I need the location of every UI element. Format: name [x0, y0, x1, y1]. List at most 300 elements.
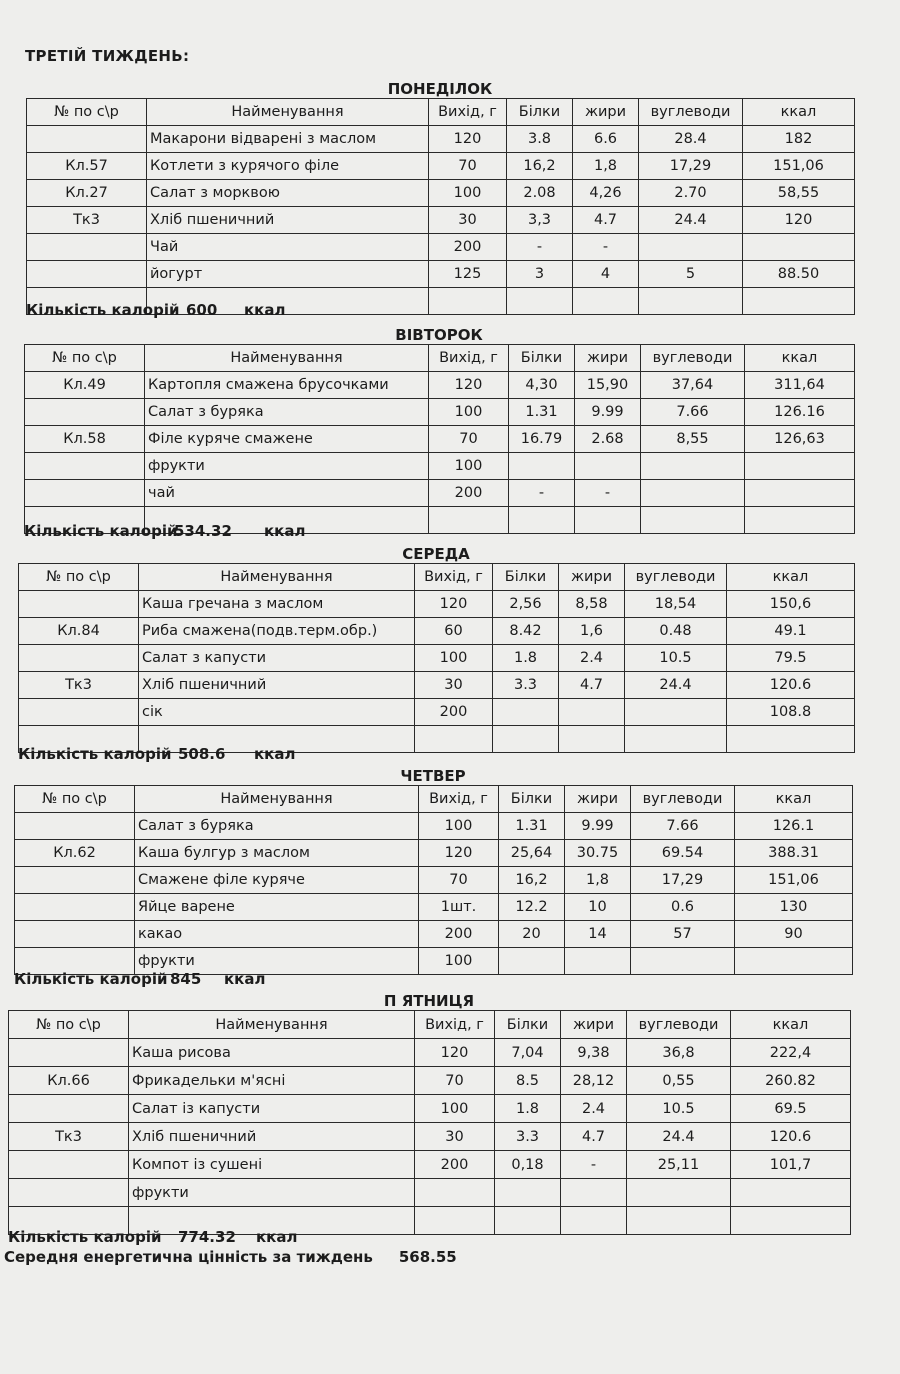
dish-name: Салат з морквою — [147, 180, 429, 207]
fat-value: 4.7 — [573, 207, 639, 234]
carbs-value — [639, 234, 743, 261]
kcal-header: ккал — [735, 786, 853, 813]
output-header: Вихід, г — [429, 99, 507, 126]
calories-unit: ккал — [224, 970, 266, 988]
table-row — [19, 645, 855, 672]
portion-weight: 120 — [415, 1039, 495, 1067]
protein-value: 0,18 — [495, 1151, 561, 1179]
protein-value: 3.3 — [495, 1123, 561, 1151]
fat-value: 14 — [565, 921, 631, 948]
protein-value: 1.8 — [493, 645, 559, 672]
portion-weight: 200 — [415, 1151, 495, 1179]
recipe-code: Кл.57 — [27, 153, 147, 180]
fat-value: - — [573, 234, 639, 261]
portion-weight: 100 — [419, 813, 499, 840]
kcal-value: 120 — [743, 207, 855, 234]
portion-weight — [429, 288, 507, 315]
carbs-value: 28.4 — [639, 126, 743, 153]
dish-name: Салат з капусти — [139, 645, 415, 672]
fat-value — [561, 1179, 627, 1207]
protein-value: 16,2 — [499, 867, 565, 894]
table-row — [27, 153, 855, 180]
name-header: Найменування — [135, 786, 419, 813]
table-row — [27, 180, 855, 207]
carbs-header: вуглеводи — [641, 345, 745, 372]
dish-name: Каша рисова — [129, 1039, 415, 1067]
portion-weight: 120 — [429, 372, 509, 399]
dish-name: Салат з буряка — [135, 813, 419, 840]
recipe-code — [9, 1039, 129, 1067]
portion-weight: 100 — [429, 180, 507, 207]
fat-value: 8,58 — [559, 591, 625, 618]
recipe-code: Кл.66 — [9, 1067, 129, 1095]
table-header-row — [27, 99, 855, 126]
protein-value — [499, 948, 565, 975]
protein-value — [509, 453, 575, 480]
dish-name: Яйце варене — [135, 894, 419, 921]
recipe-code — [19, 645, 139, 672]
protein-value: 3.3 — [493, 672, 559, 699]
protein-value: 1.8 — [495, 1095, 561, 1123]
day-block — [18, 545, 854, 753]
kcal-value: 126,63 — [745, 426, 855, 453]
kcal-value: 126.16 — [745, 399, 855, 426]
kcal-value: 150,6 — [727, 591, 855, 618]
dish-name: Смажене філе куряче — [135, 867, 419, 894]
portion-weight: 120 — [429, 126, 507, 153]
carbs-header: вуглеводи — [625, 564, 727, 591]
fat-value: 9.99 — [575, 399, 641, 426]
protein-header: Білки — [509, 345, 575, 372]
num-header: № по с\р — [19, 564, 139, 591]
protein-value: 25,64 — [499, 840, 565, 867]
carbs-value: 36,8 — [627, 1039, 731, 1067]
portion-weight — [429, 507, 509, 534]
protein-header: Білки — [499, 786, 565, 813]
calories-label: Кількість калорій — [18, 745, 172, 763]
kcal-header: ккал — [743, 99, 855, 126]
table-row — [27, 234, 855, 261]
dish-name: фрукти — [129, 1179, 415, 1207]
name-header: Найменування — [145, 345, 429, 372]
dish-name: Каша гречана з маслом — [139, 591, 415, 618]
portion-weight: 70 — [415, 1067, 495, 1095]
portion-weight — [415, 726, 493, 753]
kcal-value: 126.1 — [735, 813, 853, 840]
dish-name: фрукти — [135, 948, 419, 975]
menu-table — [8, 1010, 851, 1235]
fat-header: жири — [565, 786, 631, 813]
dish-name: Котлети з курячого філе — [147, 153, 429, 180]
fat-value: 4 — [573, 261, 639, 288]
kcal-value — [735, 948, 853, 975]
day-name: П ЯТНИЦЯ — [383, 992, 475, 1010]
table-row — [19, 591, 855, 618]
dish-name: Хліб пшеничний — [147, 207, 429, 234]
table-row — [25, 453, 855, 480]
kcal-value — [731, 1179, 851, 1207]
carbs-value: 7.66 — [631, 813, 735, 840]
portion-weight: 100 — [419, 948, 499, 975]
carbs-value: 25,11 — [627, 1151, 731, 1179]
protein-value: 8.42 — [493, 618, 559, 645]
fat-value: 9,38 — [561, 1039, 627, 1067]
table-row — [15, 813, 853, 840]
fat-value: 1,8 — [573, 153, 639, 180]
table-row — [9, 1123, 851, 1151]
protein-value — [495, 1179, 561, 1207]
fat-header: жири — [559, 564, 625, 591]
recipe-code — [27, 126, 147, 153]
dish-name: Компот із сушені — [129, 1151, 415, 1179]
calories-label: Кількість калорій — [8, 1228, 162, 1246]
protein-value — [507, 288, 573, 315]
table-row — [25, 399, 855, 426]
recipe-code — [27, 234, 147, 261]
carbs-value: 8,55 — [641, 426, 745, 453]
table-row — [15, 894, 853, 921]
dish-name: Макарони відварені з маслом — [147, 126, 429, 153]
protein-value: 16.79 — [509, 426, 575, 453]
average-value: 568.55 — [398, 1248, 457, 1266]
table-header-row — [9, 1011, 851, 1039]
protein-value: 2.08 — [507, 180, 573, 207]
dish-name: Фрикадельки м'ясні — [129, 1067, 415, 1095]
protein-value — [493, 699, 559, 726]
recipe-code: Тк3 — [9, 1123, 129, 1151]
protein-value: 3,3 — [507, 207, 573, 234]
table-row — [19, 618, 855, 645]
recipe-code — [25, 399, 145, 426]
table-row — [27, 126, 855, 153]
kcal-value: 69.5 — [731, 1095, 851, 1123]
portion-weight: 70 — [429, 426, 509, 453]
carbs-value: 17,29 — [631, 867, 735, 894]
dish-name: фрукти — [145, 453, 429, 480]
carbs-value — [641, 480, 745, 507]
fat-header: жири — [573, 99, 639, 126]
table-row — [9, 1095, 851, 1123]
table-row — [15, 840, 853, 867]
kcal-value: 108.8 — [727, 699, 855, 726]
fat-value: 10 — [565, 894, 631, 921]
calories-unit: ккал — [264, 522, 306, 540]
dish-name: сік — [139, 699, 415, 726]
protein-value: 1.31 — [509, 399, 575, 426]
portion-weight: 30 — [415, 672, 493, 699]
fat-value: 6.6 — [573, 126, 639, 153]
kcal-value — [743, 234, 855, 261]
portion-weight: 1шт. — [419, 894, 499, 921]
protein-value: 12.2 — [499, 894, 565, 921]
fat-value: 4.7 — [561, 1123, 627, 1151]
table-row — [9, 1179, 851, 1207]
weekly-average — [4, 1248, 457, 1266]
recipe-code — [15, 894, 135, 921]
dish-name: Картопля смажена брусочками — [145, 372, 429, 399]
dish-name: Риба смажена(подв.терм.обр.) — [139, 618, 415, 645]
fat-value: - — [575, 480, 641, 507]
calories-label: Кількість калорій — [24, 522, 178, 540]
dish-name: Філе куряче смажене — [145, 426, 429, 453]
kcal-value: 260.82 — [731, 1067, 851, 1095]
fat-value — [573, 288, 639, 315]
carbs-header: вуглеводи — [639, 99, 743, 126]
kcal-value — [745, 507, 855, 534]
recipe-code — [19, 591, 139, 618]
fat-value: 9.99 — [565, 813, 631, 840]
portion-weight: 30 — [429, 207, 507, 234]
carbs-value: 0.48 — [625, 618, 727, 645]
num-header: № по с\р — [15, 786, 135, 813]
recipe-code — [27, 261, 147, 288]
calories-unit: ккал — [256, 1228, 298, 1246]
fat-value: 4,26 — [573, 180, 639, 207]
carbs-value — [625, 726, 727, 753]
portion-weight: 100 — [429, 399, 509, 426]
table-header-row — [19, 564, 855, 591]
recipe-code — [25, 480, 145, 507]
carbs-value — [641, 453, 745, 480]
kcal-value — [745, 480, 855, 507]
kcal-value: 182 — [743, 126, 855, 153]
calories-value: 508.6 — [178, 745, 226, 763]
calories-value: 534.32 — [174, 522, 232, 540]
name-header: Найменування — [129, 1011, 415, 1039]
recipe-code — [15, 813, 135, 840]
carbs-value — [639, 288, 743, 315]
protein-value: - — [507, 234, 573, 261]
fat-value — [559, 726, 625, 753]
day-name: ЧЕТВЕР — [400, 767, 466, 785]
menu-table — [24, 344, 855, 534]
recipe-code — [15, 867, 135, 894]
fat-value: 2.4 — [561, 1095, 627, 1123]
dish-name: йогурт — [147, 261, 429, 288]
fat-value: 1,8 — [565, 867, 631, 894]
recipe-code — [9, 1151, 129, 1179]
recipe-code: Кл.58 — [25, 426, 145, 453]
carbs-value — [627, 1179, 731, 1207]
table-row — [19, 699, 855, 726]
day-block — [8, 992, 850, 1235]
carbs-value: 5 — [639, 261, 743, 288]
protein-value: 4,30 — [509, 372, 575, 399]
kcal-value: 58,55 — [743, 180, 855, 207]
portion-weight: 200 — [419, 921, 499, 948]
day-block — [26, 80, 854, 315]
kcal-value — [731, 1207, 851, 1235]
protein-value: 20 — [499, 921, 565, 948]
day-block — [24, 326, 854, 534]
recipe-code: Кл.62 — [15, 840, 135, 867]
fat-value — [565, 948, 631, 975]
menu-table — [26, 98, 855, 315]
recipe-code — [9, 1179, 129, 1207]
carbs-value: 24.4 — [627, 1123, 731, 1151]
day-name: ВІВТОРОК — [395, 326, 483, 344]
table-row — [9, 1039, 851, 1067]
table-header-row — [15, 786, 853, 813]
carbs-value: 24.4 — [639, 207, 743, 234]
portion-weight: 120 — [415, 591, 493, 618]
portion-weight: 30 — [415, 1123, 495, 1151]
kcal-value: 49.1 — [727, 618, 855, 645]
fat-header: жири — [561, 1011, 627, 1039]
protein-value — [493, 726, 559, 753]
carbs-header: вуглеводи — [627, 1011, 731, 1039]
carbs-value: 0.6 — [631, 894, 735, 921]
dish-name: Каша булгур з маслом — [135, 840, 419, 867]
carbs-value: 18,54 — [625, 591, 727, 618]
calories-label: Кількість калорій — [14, 970, 168, 988]
protein-value: - — [509, 480, 575, 507]
output-header: Вихід, г — [415, 1011, 495, 1039]
table-row — [9, 1067, 851, 1095]
dish-name: Хліб пшеничний — [129, 1123, 415, 1151]
fat-value: 2.68 — [575, 426, 641, 453]
kcal-value: 101,7 — [731, 1151, 851, 1179]
protein-value: 8.5 — [495, 1067, 561, 1095]
portion-weight — [415, 1179, 495, 1207]
day-name: ПОНЕДІЛОК — [387, 80, 493, 98]
kcal-header: ккал — [727, 564, 855, 591]
protein-value — [495, 1207, 561, 1235]
recipe-code: Тк3 — [27, 207, 147, 234]
carbs-value: 24.4 — [625, 672, 727, 699]
carbs-value: 10.5 — [627, 1095, 731, 1123]
carbs-value: 10.5 — [625, 645, 727, 672]
protein-header: Білки — [493, 564, 559, 591]
fat-value — [561, 1207, 627, 1235]
portion-weight: 100 — [429, 453, 509, 480]
table-row — [15, 867, 853, 894]
table-row — [15, 921, 853, 948]
day-block — [14, 767, 852, 975]
portion-weight: 200 — [429, 480, 509, 507]
calories-value: 774.32 — [178, 1228, 236, 1246]
protein-value: 7,04 — [495, 1039, 561, 1067]
kcal-value: 151,06 — [735, 867, 853, 894]
fat-value: 30.75 — [565, 840, 631, 867]
kcal-value: 151,06 — [743, 153, 855, 180]
dish-name: Салат з буряка — [145, 399, 429, 426]
carbs-value — [631, 948, 735, 975]
fat-value: 28,12 — [561, 1067, 627, 1095]
recipe-code — [25, 453, 145, 480]
table-row — [27, 207, 855, 234]
kcal-value: 311,64 — [745, 372, 855, 399]
portion-weight — [415, 1207, 495, 1235]
recipe-code — [15, 921, 135, 948]
num-header: № по с\р — [25, 345, 145, 372]
day-name: СЕРЕДА — [402, 545, 470, 563]
menu-table — [14, 785, 853, 975]
portion-weight: 125 — [429, 261, 507, 288]
kcal-value: 90 — [735, 921, 853, 948]
recipe-code — [19, 699, 139, 726]
carbs-value: 0,55 — [627, 1067, 731, 1095]
kcal-value: 388.31 — [735, 840, 853, 867]
recipe-code: Кл.84 — [19, 618, 139, 645]
table-row — [25, 480, 855, 507]
table-row — [25, 372, 855, 399]
fat-value: 1,6 — [559, 618, 625, 645]
kcal-value: 79.5 — [727, 645, 855, 672]
calories-unit: ккал — [254, 745, 296, 763]
output-header: Вихід, г — [415, 564, 493, 591]
carbs-value — [641, 507, 745, 534]
table-header-row — [25, 345, 855, 372]
portion-weight: 100 — [415, 645, 493, 672]
fat-value: 2.4 — [559, 645, 625, 672]
dish-name: Чай — [147, 234, 429, 261]
protein-header: Білки — [507, 99, 573, 126]
protein-value — [509, 507, 575, 534]
fat-value — [559, 699, 625, 726]
carbs-value: 7.66 — [641, 399, 745, 426]
carbs-value — [627, 1207, 731, 1235]
kcal-header: ккал — [745, 345, 855, 372]
carbs-value: 2.70 — [639, 180, 743, 207]
portion-weight: 200 — [415, 699, 493, 726]
portion-weight: 70 — [419, 867, 499, 894]
num-header: № по с\р — [27, 99, 147, 126]
page-title: ТРЕТІЙ ТИЖДЕНЬ: — [25, 47, 190, 65]
protein-value: 1.31 — [499, 813, 565, 840]
protein-value: 3 — [507, 261, 573, 288]
kcal-value — [745, 453, 855, 480]
menu-table — [18, 563, 855, 753]
average-label: Середня енергетична цінність за тиждень — [4, 1248, 373, 1266]
calories-value: 845 — [170, 970, 202, 988]
fat-header: жири — [575, 345, 641, 372]
fat-value: - — [561, 1151, 627, 1179]
name-header: Найменування — [139, 564, 415, 591]
kcal-value: 120.6 — [731, 1123, 851, 1151]
recipe-code — [9, 1095, 129, 1123]
portion-weight: 200 — [429, 234, 507, 261]
carbs-value: 57 — [631, 921, 735, 948]
recipe-code: Кл.49 — [25, 372, 145, 399]
output-header: Вихід, г — [429, 345, 509, 372]
protein-value: 3.8 — [507, 126, 573, 153]
recipe-code: Тк3 — [19, 672, 139, 699]
portion-weight: 120 — [419, 840, 499, 867]
carbs-value: 69.54 — [631, 840, 735, 867]
carbs-value — [625, 699, 727, 726]
table-row — [27, 261, 855, 288]
protein-value: 2,56 — [493, 591, 559, 618]
carbs-header: вуглеводи — [631, 786, 735, 813]
fat-value: 4.7 — [559, 672, 625, 699]
table-row — [25, 426, 855, 453]
portion-weight: 100 — [415, 1095, 495, 1123]
table-row — [19, 672, 855, 699]
carbs-value: 17,29 — [639, 153, 743, 180]
calories-value: 600 — [186, 301, 218, 319]
protein-header: Білки — [495, 1011, 561, 1039]
calories-unit: ккал — [244, 301, 286, 319]
fat-value — [575, 453, 641, 480]
kcal-value: 130 — [735, 894, 853, 921]
carbs-value: 37,64 — [641, 372, 745, 399]
calories-label: Кількість калорій — [26, 301, 180, 319]
portion-weight: 60 — [415, 618, 493, 645]
table-row — [9, 1151, 851, 1179]
portion-weight: 70 — [429, 153, 507, 180]
kcal-value — [727, 726, 855, 753]
